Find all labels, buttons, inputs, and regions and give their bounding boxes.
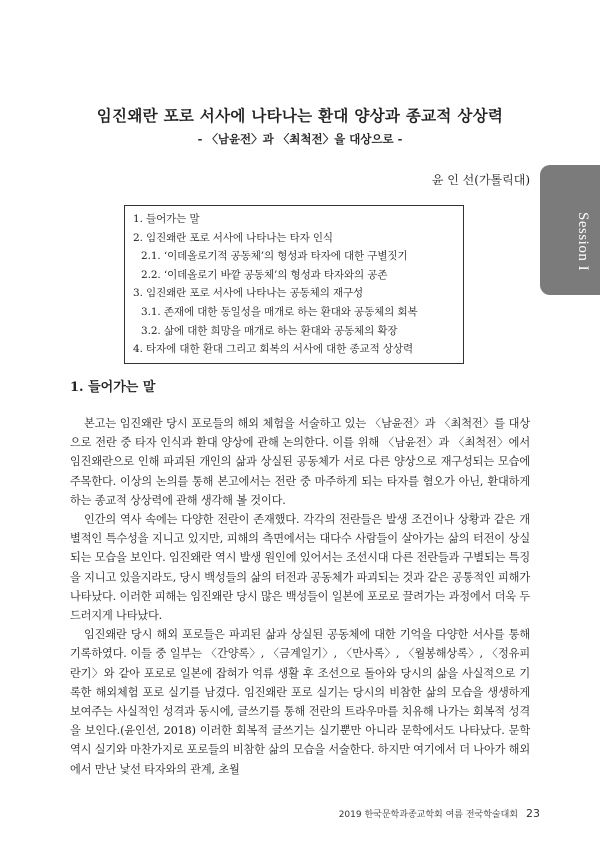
toc-item: 1. 들어가는 말 [133,213,200,225]
paper-title: 임진왜란 포로 서사에 나타나는 환대 양상과 종교적 상상력 [96,106,504,125]
toc-subitem: 3.1. 존재에 대한 동일성을 매개로 하는 환대와 공동체의 회복 [141,305,418,318]
toc-item: 2. 임진왜란 포로 서사에 나타나는 타자 인식 [133,231,333,244]
toc-item: 4. 타자에 대한 환대 그리고 회복의 서사에 대한 종교적 상상력 [133,343,413,356]
conference-name: 2019 한국문학과종교학회 여름 전국학술대회 [338,810,518,820]
body-paragraph: 임진왜란 당시 해외 포로들은 파괴된 삶과 상실된 공동체에 대한 기억을 다양한 서사를 통해 기록하였다. 이들 중 일부는 〈간양록〉, 〈금계일기〉, 〈만사록〉, 〈월봉해상록〉, 〈정유피란기〉와 같아 포로로 일본에 잡혀가 억류 생활 후 조선으로 돌아와 당시의 삶을 사실적으로 기록한 해외체험 포로 실기를 남겼다. 임진왜란 포로 실기는 당시의 비참한 삶의 모습을 생생하게 보여주는 사실적인 성격과 동시에, 글쓰기를 통해 전란의 트라우마를 치유해 나가는 회복적 성격을 보인다.(윤인선, 2018) 이러한 회복적 글쓰기는 실기뿐만 아니라 문학에서도 나타났다. 문학 역시 실기와 마찬가지로 포로들의 비참한 삶의 모습을 서술한다. 하지만 여기에서 더 나아가 해외에서 만난 낯선 타자와의 관계, 초월 [70,628,530,776]
paper-subtitle: - 〈남윤전〉과 〈최척전〉을 대상으로 - [197,132,403,146]
section-heading: 1. 들어가는 말 [70,380,156,395]
table-of-contents [124,205,464,364]
toc-subitem: 2.2. ‘이데올로기 바깥 공동체’의 형성과 타자와의 공존 [141,268,388,281]
toc-subitem: 3.2. 삶에 대한 희망을 매개로 하는 환대와 공동체의 확장 [141,324,398,337]
body-text [70,414,530,779]
page-footer [339,807,540,820]
session-label: Session I [575,212,591,272]
author-affiliation: 윤 인 선(가톨릭대) [431,173,530,187]
body-paragraph: 인간의 역사 속에는 다양한 전란이 존재했다. 각각의 전란들은 발생 조건이나 상황과 같은 개별적인 특수성을 지니고 있지만, 피해의 측면에서는 대다수 사람들이 살아가는 삶의 터전이 상실되는 모습을 보인다. 임진왜란 역시 발생 원인에 있어서는 조선시대 다른 전란들과 구별되는 특징을 지니고 있을지라도, 당시 백성들의 삶의 터전과 공동체가 파괴되는 것과 같은 공통적인 피해가 나타났다. 이러한 피해는 임진왜란 당시 많은 백성들이 일본에 포로로 끌려가는 과정에서 더욱 두드러지게 나타났다. [70,513,530,623]
toc-item: 3. 임진왜란 포로 서사에 나타나는 공동체의 재구성 [133,287,364,300]
toc-subitem: 2.1. ‘이데올로기적 공동체’의 형성과 타자에 대한 구별짓기 [141,250,408,263]
body-paragraph: 본고는 임진왜란 당시 포로들의 해외 체험을 서술하고 있는 〈남윤전〉과 〈최척전〉를 대상으로 전란 중 타자 인식과 환대 양상에 관해 논의한다. 이를 위해 〈남윤전〉과 〈최척전〉에서 임진왜란으로 인해 파괴된 개인의 삶과 상실된 공동체가 서로 다른 양상으로 재구성되는 모습에 주목한다. 이상의 논의를 통해 본고에서는 전란 중 마주하게 되는 타자를 혐오가 아닌, 환대하게 하는 종교적 상상력에 관해 생각해 볼 것이다. [70,417,530,507]
page-number: 23 [526,807,540,820]
